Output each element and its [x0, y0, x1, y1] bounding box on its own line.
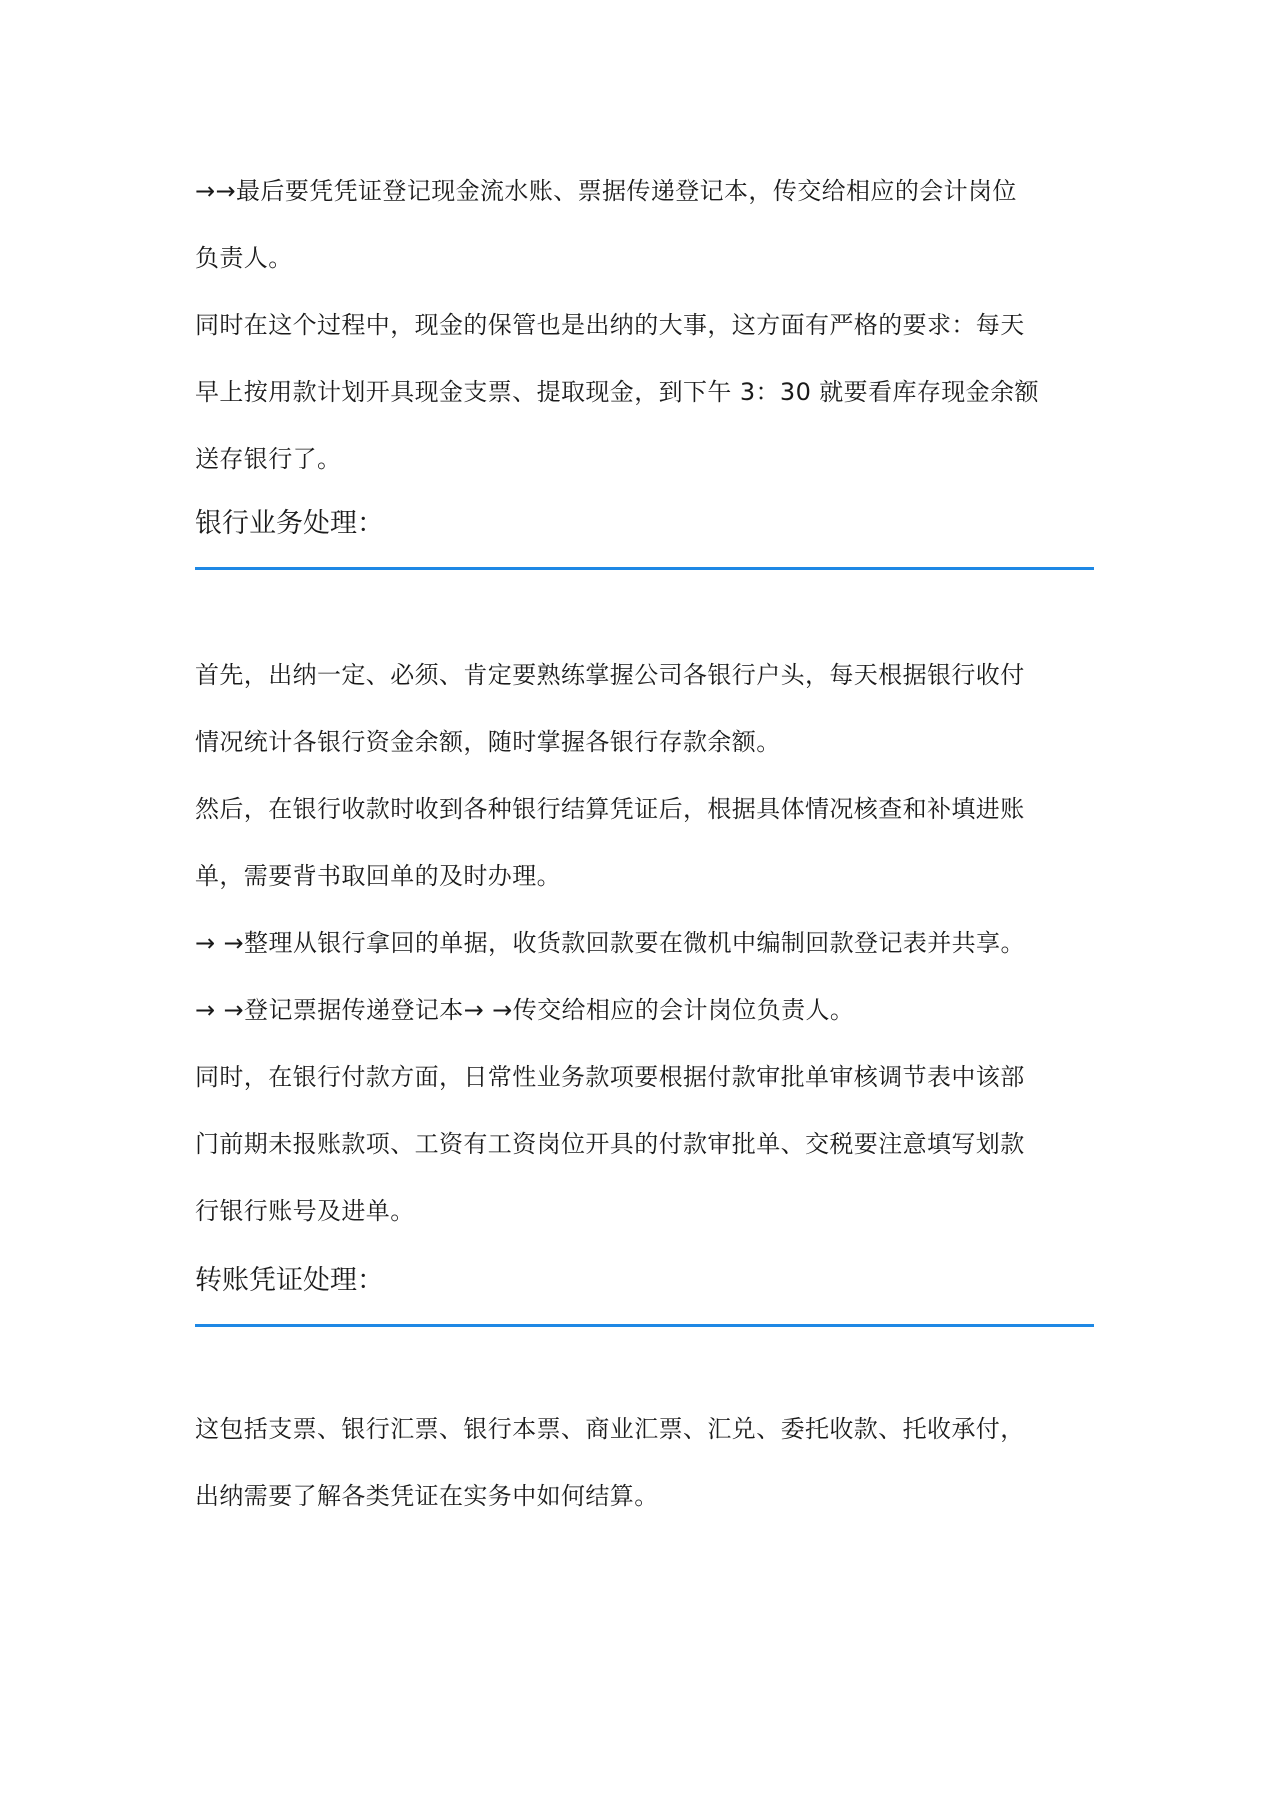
paragraph-line: → →登记票据传递登记本→ →传交给相应的会计岗位负责人。	[195, 996, 855, 1024]
paragraph-line: 送存银行了。	[195, 445, 342, 473]
paragraph-line: 早上按用款计划开具现金支票、提取现金，到下午 3：30 就要看库存现金余额	[195, 378, 1039, 406]
paragraph-line: 负责人。	[195, 244, 293, 272]
paragraph-line: 首先，出纳一定、必须、肯定要熟练掌握公司各银行户头，每天根据银行收付	[195, 661, 1025, 689]
paragraph-line: 这包括支票、银行汇票、银行本票、商业汇票、汇兑、委托收款、托收承付，	[195, 1415, 1025, 1443]
paragraph-line: 同时在这个过程中，现金的保管也是出纳的大事，这方面有严格的要求：每天	[195, 311, 1025, 339]
paragraph-line: 情况统计各银行资金余额，随时掌握各银行存款余额。	[195, 728, 781, 756]
paragraph-line: 行银行账号及进单。	[195, 1197, 415, 1225]
paragraph-line: → →整理从银行拿回的单据，收货款回款要在微机中编制回款登记表并共享。	[195, 929, 1025, 957]
paragraph-line: 同时，在银行付款方面，日常性业务款项要根据付款审批单审核调节表中该部	[195, 1063, 1025, 1091]
section-heading: 银行业务处理：	[195, 508, 384, 539]
paragraph-line: →→最后要凭凭证登记现金流水账、票据传递登记本，传交给相应的会计岗位	[195, 177, 1017, 205]
paragraph-line: 门前期未报账款项、工资有工资岗位开具的付款审批单、交税要注意填写划款	[195, 1130, 1025, 1158]
section-divider	[195, 567, 1094, 570]
section-divider	[195, 1324, 1094, 1327]
paragraph-line: 出纳需要了解各类凭证在实务中如何结算。	[195, 1482, 659, 1510]
paragraph-line: 单，需要背书取回单的及时办理。	[195, 862, 561, 890]
paragraph-line: 然后，在银行收款时收到各种银行结算凭证后，根据具体情况核查和补填进账	[195, 795, 1025, 823]
section-heading: 转账凭证处理：	[195, 1265, 384, 1296]
